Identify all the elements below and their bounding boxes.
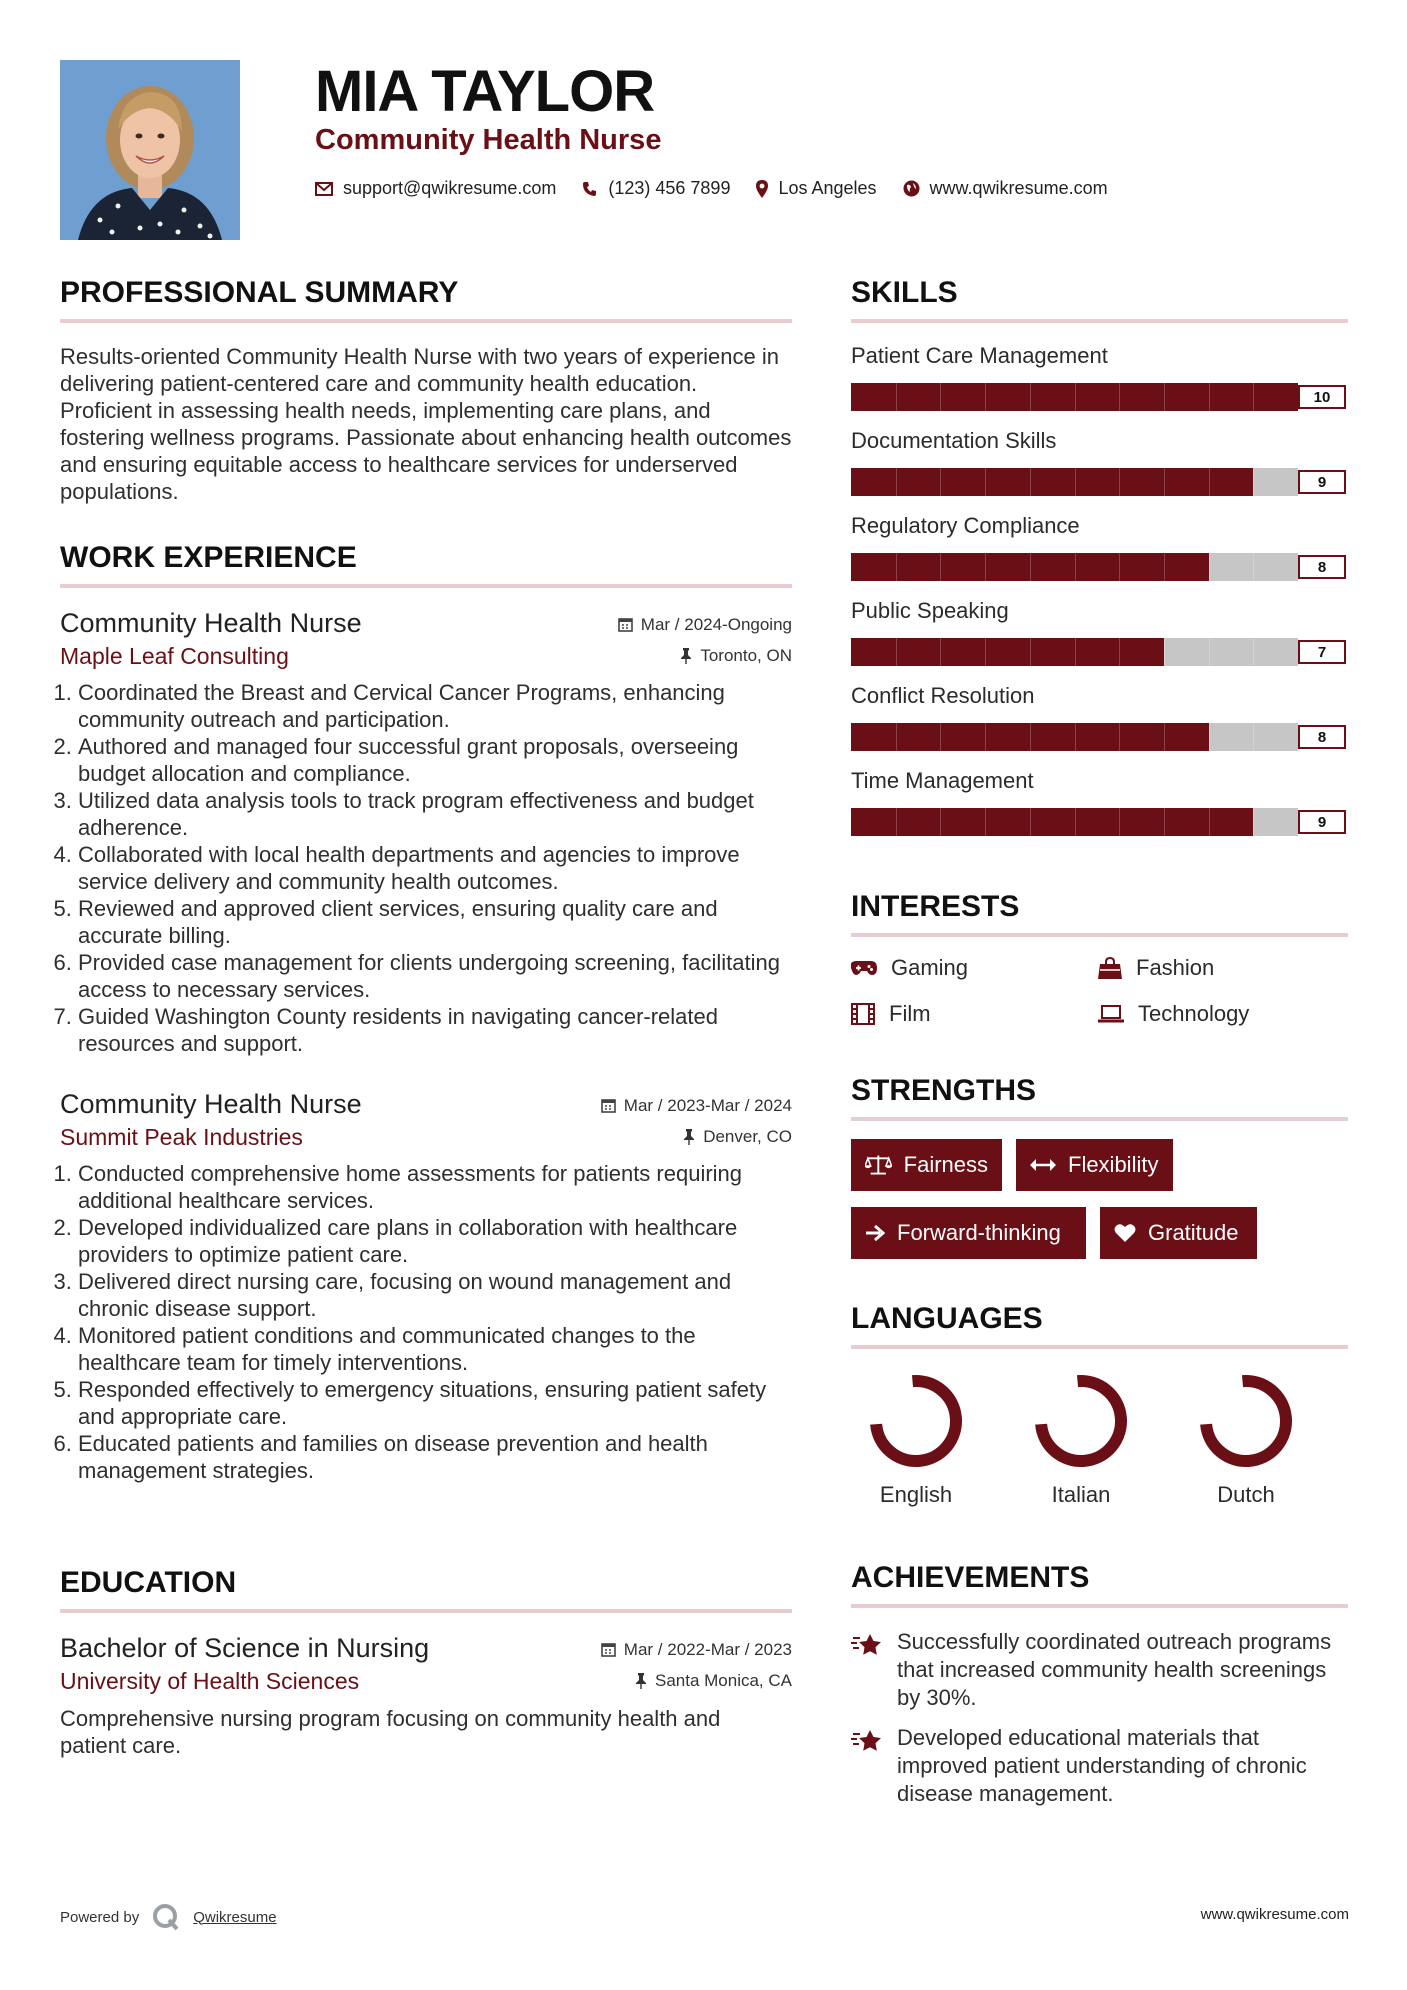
skill-bar-segment (940, 808, 941, 836)
skill-bar (851, 638, 1298, 666)
skill-bar (851, 723, 1298, 751)
strengths-section (851, 1074, 1348, 1259)
strength-label: Gratitude (1148, 1220, 1239, 1245)
skill-item (851, 513, 1348, 581)
skill-item (851, 598, 1348, 666)
skill-name: Public Speaking (851, 598, 1009, 623)
skill-bar-fill (851, 468, 1253, 496)
summary-text: Results-oriented Community Health Nurse with two years of experience in delivering patient-centered care and community health education. Proficient in assessing health needs, implementing care plans, and fostering wellness programs. Passionate about enhancing health outcomes and ensuring equitable access to healthcare services for underserved populations. (60, 344, 792, 504)
skill-bar-segment (1253, 553, 1254, 581)
job-title: Community Health Nurse (60, 1089, 362, 1119)
achievements-divider (851, 1604, 1348, 1608)
duty-item: 1. Coordinated the Breast and Cervical Cancer Programs, enhancing community outreach and participation. (78, 679, 792, 733)
skill-bar (851, 383, 1298, 411)
skill-bar-segment (1075, 808, 1076, 836)
skill-bar-segment (1253, 638, 1254, 666)
job-title: Community Health Nurse (60, 608, 362, 638)
skill-bar (851, 468, 1298, 496)
skill-bar-segment (985, 383, 986, 411)
job-entry (60, 1089, 792, 1484)
job-entry (60, 608, 792, 1057)
duty-item: 3. Delivered direct nursing care, focusing on wound management and chronic disease support. (78, 1268, 792, 1322)
skill-bar-segment (1119, 638, 1120, 666)
balance-scale-icon (865, 1154, 892, 1176)
skill-bar-segment (1119, 468, 1120, 496)
skill-bar-segment (1119, 723, 1120, 751)
skill-bar-segment (1030, 383, 1031, 411)
skill-bar-segment (1164, 638, 1165, 666)
strength-flexibility (1016, 1139, 1173, 1191)
skill-bar-segment (940, 383, 941, 411)
duty-item: 6. Provided case management for clients undergoing screening, facilitating access to necessary services. (78, 949, 792, 1003)
education-divider (60, 1609, 792, 1613)
languages-section (851, 1302, 1348, 1508)
skill-name: Conflict Resolution (851, 683, 1035, 708)
achievement-item (851, 1724, 1348, 1808)
duty-item: 4. Monitored patient conditions and communicated changes to the healthcare team for timely interventions. (78, 1322, 792, 1376)
duty-item: 6. Educated patients and families on disease prevention and health management strategies. (78, 1430, 792, 1484)
arrows-horizontal-icon (1030, 1158, 1056, 1172)
duty-item: 1. Conducted comprehensive home assessments for patients requiring additional healthcare services. (78, 1160, 792, 1214)
footer-website[interactable]: www.qwikresume.com (1200, 1906, 1349, 1923)
education-location: Santa Monica, CA (654, 1671, 792, 1690)
contact-phone[interactable] (582, 178, 730, 199)
work-divider (60, 584, 792, 588)
language-item (1016, 1371, 1146, 1508)
heart-icon (1114, 1223, 1136, 1243)
candidate-title: Community Health Nurse (315, 124, 662, 156)
job-dates: Mar / 2024-Ongoing (640, 614, 792, 634)
strength-forward-thinking (851, 1207, 1086, 1259)
skill-bar-segment (1209, 808, 1210, 836)
achievement-text: Developed educational materials that improved patient understanding of chronic disease management. (897, 1725, 1307, 1806)
job-company: Summit Peak Industries (60, 1124, 303, 1150)
skill-bar-segment (1075, 723, 1076, 751)
skill-bar-segment (1075, 383, 1076, 411)
summary-heading: PROFESSIONAL SUMMARY (60, 276, 459, 309)
skill-bar-segment (1253, 383, 1254, 411)
contact-location (756, 178, 876, 199)
contact-phone-text: (123) 456 7899 (608, 178, 731, 198)
skill-bar-segment (1164, 723, 1165, 751)
skills-section (851, 276, 1348, 836)
language-item (1181, 1371, 1311, 1508)
languages-list (851, 1371, 1348, 1508)
skill-bar-segment (1253, 468, 1254, 496)
skill-bar-segment (1209, 638, 1210, 666)
skill-bar-segment (1209, 723, 1210, 751)
interest-fashion (1098, 955, 1348, 981)
language-ring (866, 1371, 966, 1471)
duty-item: 7. Guided Washington County residents in navigating cancer-related resources and support. (78, 1003, 792, 1057)
strength-label: Fairness (903, 1152, 988, 1177)
phone-icon (582, 181, 598, 197)
skill-name: Time Management (851, 768, 1034, 793)
skill-bar-segment (1030, 638, 1031, 666)
skill-bar (851, 808, 1298, 836)
envelope-icon (315, 182, 333, 196)
pushpin-icon (680, 648, 692, 664)
summary-section (60, 276, 792, 505)
qwikresume-logo-icon (151, 1902, 181, 1932)
language-name: Dutch (1217, 1482, 1275, 1507)
job-location: Toronto, ON (700, 646, 792, 665)
job-duties (60, 679, 792, 1057)
skill-name: Patient Care Management (851, 343, 1108, 368)
duty-item: 5. Responded effectively to emergency situations, ensuring patient safety and appropriate care. (78, 1376, 792, 1430)
contact-email[interactable] (315, 178, 556, 199)
language-ring-arc (1203, 1378, 1290, 1465)
skill-level-badge: 7 (1298, 640, 1346, 664)
strength-fairness (851, 1139, 1002, 1191)
skill-bar-segment (896, 638, 897, 666)
language-ring-arc (873, 1378, 960, 1465)
skill-bar-segment (1030, 553, 1031, 581)
interest-label: Film (889, 1001, 931, 1026)
footer-brand-link[interactable]: Qwikresume (193, 1908, 277, 1926)
candidate-name: MIA TAYLOR (315, 59, 655, 124)
education-degree: Bachelor of Science in Nursing (60, 1633, 430, 1663)
duty-item: 3. Utilized data analysis tools to track program effectiveness and budget adherence. (78, 787, 792, 841)
language-item (851, 1371, 981, 1508)
education-section (60, 1566, 792, 1759)
arrow-right-icon (865, 1224, 885, 1242)
skill-item (851, 768, 1348, 836)
skill-bar-segment (896, 383, 897, 411)
education-heading: EDUCATION (60, 1566, 237, 1599)
language-ring (1031, 1371, 1131, 1471)
skill-bar-segment (1075, 468, 1076, 496)
achievements-heading: ACHIEVEMENTS (851, 1561, 1090, 1594)
pushpin-icon (635, 1673, 647, 1689)
skill-bar-segment (896, 553, 897, 581)
skills-list (851, 343, 1348, 836)
strengths-heading: STRENGTHS (851, 1074, 1037, 1107)
interest-label: Technology (1138, 1001, 1250, 1026)
strengths-divider (851, 1117, 1348, 1121)
education-description: Comprehensive nursing program focusing on community health and patient care. (60, 1706, 721, 1758)
laptop-icon (1098, 1005, 1124, 1023)
skill-bar-segment (985, 723, 986, 751)
map-pin-icon (756, 180, 768, 198)
skill-bar-segment (940, 723, 941, 751)
skill-bar-segment (1075, 638, 1076, 666)
interest-gaming (851, 955, 1098, 981)
contact-email-text: support@qwikresume.com (343, 178, 557, 198)
work-section (60, 541, 792, 1484)
job-dates: Mar / 2023-Mar / 2024 (623, 1095, 792, 1115)
interest-film (851, 1001, 1098, 1027)
interests-section (851, 890, 1348, 1027)
skill-bar-fill (851, 808, 1253, 836)
contact-website-text: www.qwikresume.com (929, 178, 1108, 198)
skill-bar-segment (1119, 383, 1120, 411)
skill-bar-segment (896, 468, 897, 496)
achievement-item (851, 1628, 1348, 1712)
job-location: Denver, CO (703, 1127, 792, 1146)
language-name: English (879, 1482, 953, 1507)
education-dates: Mar / 2022-Mar / 2023 (623, 1639, 792, 1659)
calendar-icon (601, 1642, 616, 1657)
interest-label: Gaming (891, 955, 969, 980)
shopping-bag-icon (1098, 957, 1122, 979)
duty-item: 2. Developed individualized care plans in collaboration with healthcare providers to optimize patient care. (78, 1214, 792, 1268)
powered-by-label: Powered by (60, 1908, 140, 1926)
skill-bar-segment (1164, 553, 1165, 581)
skill-bar-segment (1075, 553, 1076, 581)
footer-powered (60, 1902, 277, 1932)
skill-bar-segment (940, 638, 941, 666)
calendar-icon (601, 1098, 616, 1113)
skill-bar-segment (1164, 383, 1165, 411)
skill-level-badge: 8 (1298, 555, 1346, 579)
skill-level-badge: 9 (1298, 470, 1346, 494)
skill-bar-segment (896, 723, 897, 751)
skill-item (851, 428, 1348, 496)
skill-bar-segment (1253, 723, 1254, 751)
film-icon (851, 1003, 875, 1025)
star-icon (851, 1632, 883, 1660)
skill-bar-segment (1253, 808, 1254, 836)
skill-name: Documentation Skills (851, 428, 1057, 453)
skill-bar (851, 553, 1298, 581)
job-company: Maple Leaf Consulting (60, 643, 289, 669)
duty-item: 2. Authored and managed four successful grant proposals, overseeing budget allocation and compliance. (78, 733, 792, 787)
achievements-section (851, 1561, 1348, 1808)
duty-item: 5. Reviewed and approved client services, ensuring quality care and accurate billing. (78, 895, 792, 949)
skill-bar-segment (1164, 808, 1165, 836)
languages-divider (851, 1345, 1348, 1349)
skill-bar-segment (1209, 553, 1210, 581)
skill-bar-segment (940, 468, 941, 496)
skill-name: Regulatory Compliance (851, 513, 1080, 538)
contact-website[interactable] (903, 178, 1108, 199)
calendar-icon (618, 617, 633, 632)
skill-bar-segment (1209, 468, 1210, 496)
job-duties (60, 1160, 792, 1484)
work-heading: WORK EXPERIENCE (60, 541, 357, 574)
strength-gratitude (1100, 1207, 1257, 1259)
interests-divider (851, 933, 1348, 937)
skill-bar-fill (851, 638, 1164, 666)
language-ring-arc (1038, 1378, 1125, 1465)
contact-bar (315, 178, 1122, 199)
language-ring (1196, 1371, 1296, 1471)
skill-bar-segment (1030, 468, 1031, 496)
skill-bar-segment (985, 553, 986, 581)
duty-item: 4. Collaborated with local health departments and agencies to improve service delivery and community health outcomes. (78, 841, 792, 895)
interests-heading: INTERESTS (851, 890, 1020, 923)
interest-label: Fashion (1136, 955, 1215, 980)
globe-icon (903, 180, 920, 197)
skill-bar-segment (985, 468, 986, 496)
strength-label: Flexibility (1068, 1152, 1159, 1177)
skill-bar-segment (1030, 808, 1031, 836)
language-name: Italian (1051, 1482, 1111, 1507)
skill-level-badge: 8 (1298, 725, 1346, 749)
skill-bar-segment (896, 808, 897, 836)
strength-label: Forward-thinking (897, 1220, 1061, 1245)
skill-item (851, 683, 1348, 751)
star-icon (851, 1728, 883, 1756)
contact-location-text: Los Angeles (778, 178, 877, 198)
summary-divider (60, 319, 792, 323)
achievement-text: Successfully coordinated outreach programs that increased community health screenings by 30%. (897, 1629, 1332, 1710)
skill-bar-segment (1164, 468, 1165, 496)
skill-bar-segment (940, 553, 941, 581)
languages-heading: LANGUAGES (851, 1302, 1043, 1335)
skill-bar-segment (1030, 723, 1031, 751)
skills-heading: SKILLS (851, 276, 958, 309)
skill-level-badge: 10 (1298, 385, 1346, 409)
interest-technology (1098, 1001, 1348, 1027)
skill-bar-segment (1209, 383, 1210, 411)
pushpin-icon (683, 1129, 695, 1145)
skill-bar-segment (985, 638, 986, 666)
skill-bar-segment (1119, 808, 1120, 836)
skill-bar-segment (1119, 553, 1120, 581)
gamepad-icon (851, 960, 877, 976)
profile-photo (60, 60, 240, 240)
skill-bar-segment (985, 808, 986, 836)
skill-item (851, 343, 1348, 411)
skill-level-badge: 9 (1298, 810, 1346, 834)
skills-divider (851, 319, 1348, 323)
education-school: University of Health Sciences (60, 1668, 360, 1694)
